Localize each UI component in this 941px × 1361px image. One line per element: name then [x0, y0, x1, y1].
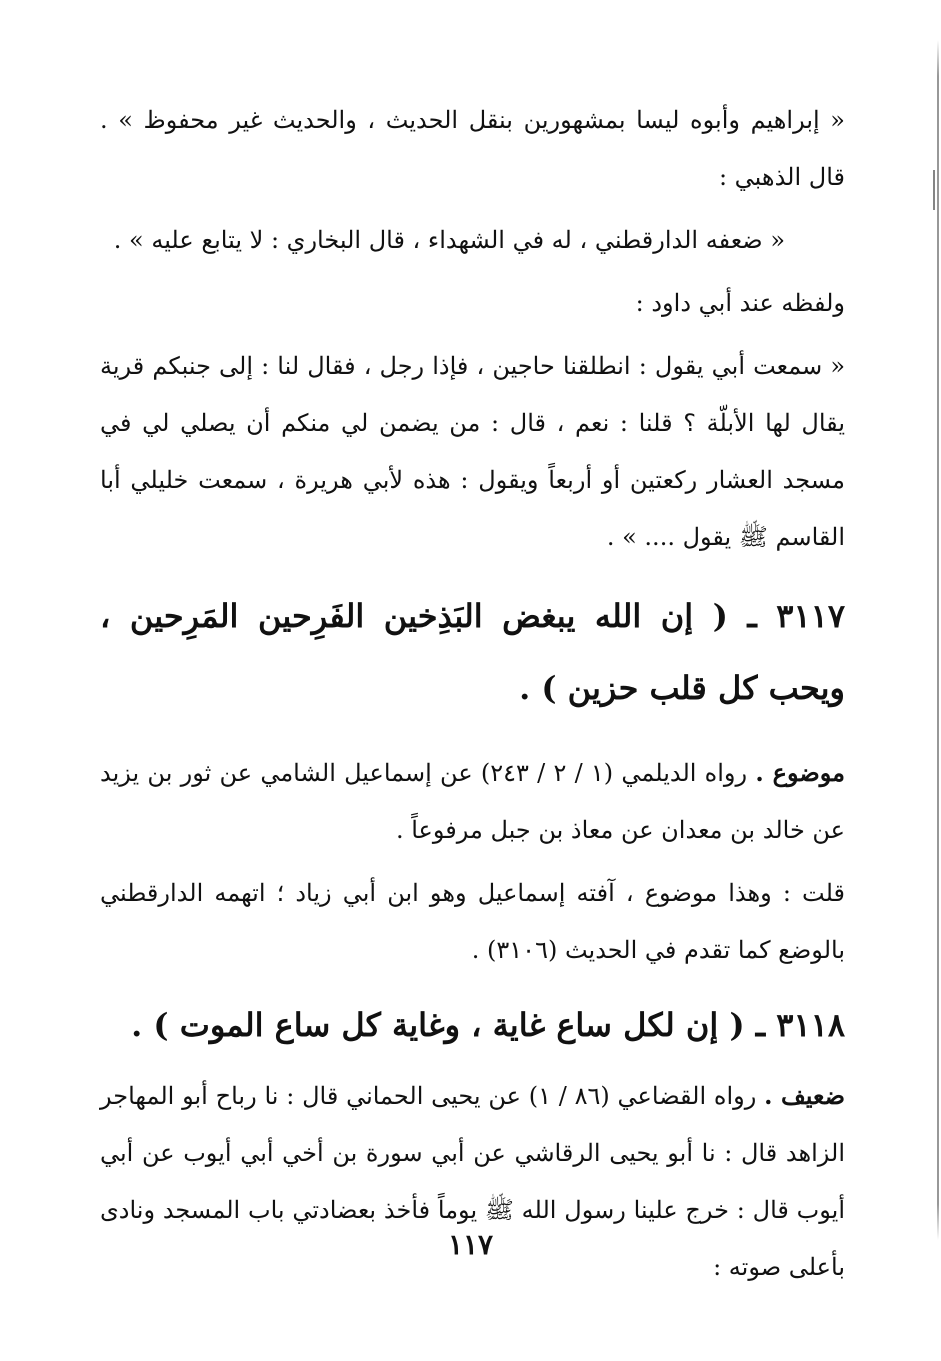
hadith-3117-source: رواه الديلمي (١ / ٢ / ٢٤٣) عن إسماعيل الشامي عن ثور بن يزيد عن خالد بن معدان عن معاذ بن جبل مرفوعاً .: [100, 759, 845, 844]
hadith-3118-grade: ضعيف .: [764, 1081, 846, 1110]
scan-edge-shadow: [937, 40, 939, 1240]
page-number: ١١٧: [447, 1228, 494, 1261]
hadith-3117-grade: موضوع .: [755, 758, 846, 787]
hadith-3117-title: ٣١١٧ ـ ( إن الله يبغض البَذِخين الفَرِحين المَرِحين ، ويحب كل قلب حزين ) .: [100, 597, 845, 707]
page-body: [100, 92, 845, 1302]
hadith-3118-source: رواه القضاعي (٨٦ / ١) عن يحيى الحماني قال : نا رباح أبو المهاجر الزاهد قال : نا أبو يحيى الرقاشي عن أبي سورة بن أخي أبي أيوب عن أبي أيوب قال : خرج علينا رسول الله ﷺ يوماً فأخذ بعضادتي باب المسجد ونادى بأعلى صوته :: [100, 1082, 845, 1281]
hadith-3118-title: ٣١١٨ ـ ( إن لكل ساع غاية ، وغاية كل ساع الموت ) .: [131, 1006, 845, 1044]
hadith-3117-comment: قلت : وهذا موضوع ، آفته إسماعيل وهو ابن أبي زياد ؛ اتهمه الدارقطني بالوضع كما تقدم في الحديث (٣١٠٦) .: [100, 879, 845, 964]
quote-paragraph-1: « إبراهيم وأبوه ليسا بمشهورين بنقل الحديث ، والحديث غير محفوظ » . قال الذهبي :: [100, 106, 845, 191]
hadith-3117-grading: [100, 744, 845, 859]
hadith-3118-grading: [100, 1067, 845, 1296]
scan-edge-mark: [933, 170, 935, 210]
abu-dawud-quote: « سمعت أبي يقول : انطلقنا حاجين ، فإذا رجل ، فقال لنا : إلى جنبكم قرية يقال لها الأبلّة ؟ قلنا : نعم ، قال : من يضمن لي منكم أن يصلي لي في مسجد العشار ركعتين أو أربعاً ويقول : هذه لأبي هريرة ، سمعت خليلي أبا القاسم ﷺ يقول .... » .: [100, 352, 845, 551]
quote-paragraph-2: « ضعفه الدارقطني ، له في الشهداء ، قال البخاري : لا يتابع عليه » .: [113, 226, 785, 254]
abu-dawud-intro: ولفظه عند أبي داود :: [635, 289, 845, 317]
